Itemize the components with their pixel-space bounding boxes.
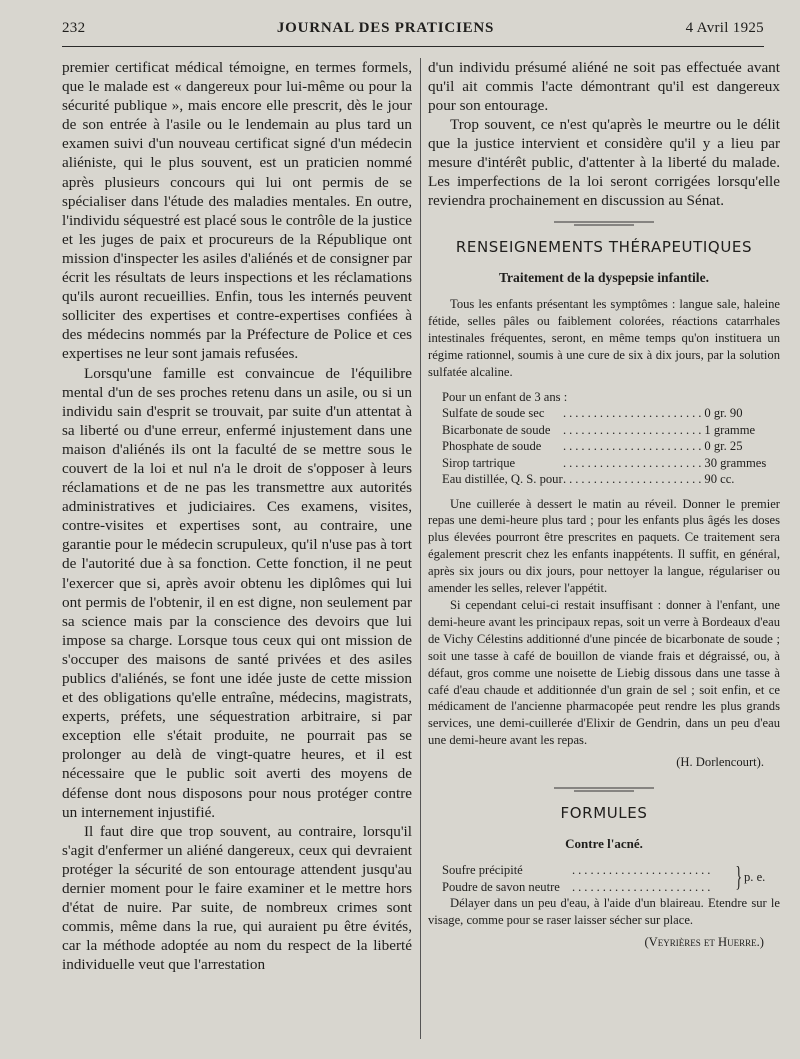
leader-dots: ....................... [562, 455, 705, 470]
continuation-paragraph: d'un individu présumé aliéné ne soit pas effectuée avant qu'il ait commis l'acte démontrant qu'il est dangereux pour son entourage. [428, 59, 780, 114]
formula-signature: (Veyrières et Huerre.) [644, 934, 764, 949]
recipe-line [442, 422, 780, 439]
formula-instructions: Délayer dans un peu d'eau, à l'aide d'un blaireau. Etendre sur le visage, comme pour se raser laisser sécher sur place. [428, 896, 780, 928]
page-header [62, 20, 764, 42]
left-paragraph: premier certificat médical témoigne, en termes formels, que le malade est « dangereux pour lui-même ou pour la sécurité publique », mais encore elle prescrit, dès le jour de son entrée à l'asile ou le lendemain au plus tard un examen suivi d'un nouveau certificat signé d'un médecin aliéniste, qui le plus souvent, est un praticien nommé après plusieurs concours qui lui ont permis de se spécialiser dans l'étude des maladies mentales. En outre, l'individu séquestré est placé sous le contrôle de la justice et les juges de paix et procureurs de la République ont mission d'inspecter les asiles d'aliénés et de consigner par écrit les résultats de leurs inspections et les réclamations qu'ils auront recueillies. Enfin, tous les internés peuvent solliciter des expertises et contre-expertises confiées à des médecins nommés par la Préfecture de Police et ces expertises ne leur sont jamais refusées. [62, 59, 412, 363]
ingredient-qty: 90 cc. [704, 472, 735, 487]
continuation-paragraph: Trop souvent, ce n'est qu'après le meurtre ou le délit que la justice intervient et considère qu'il y a lieu par mesure d'intérêt public, d'attenter à la liberté du malade. Les imperfections de la loi seront corrigées lorsqu'elle reviendra prochainement en discussion au Sénat. [428, 116, 780, 209]
ingredient-qty: 1 gramme [704, 422, 756, 437]
ingredient-name: Phosphate de soude [442, 439, 542, 454]
ingredient-name: Sulfate de soude sec [442, 406, 545, 421]
author-signature: (H. Dorlencourt). [676, 755, 764, 770]
leader-dots: ....................... [562, 472, 705, 487]
formula-block [442, 862, 780, 895]
issue-date: 4 Avril 1925 [685, 20, 764, 36]
ingredient-qty: 0 gr. 25 [704, 439, 743, 454]
ingredient-name: Bicarbonate de soude [442, 422, 551, 437]
dosage-paragraph: Si cependant celui-ci restait insuffisant : donner à l'enfant, une demi-heure avant les principaux repas, soit un verre à Bordeaux d'eau de Vichy Célestins additionné d'une pincée de bicarbonate de soude ; soit une tasse à café de bouillon de viande frais et dégraissé, ou, à défaut, gros comme une noisette de Liebig dissous dans une tasse à café d'eau chaude et additionnée d'un grain de sel ; soit enfin, et ce médicament de l'ancienne pharmacopée peut rendre les plus grands services, une demi-cuillerée d'Elixir de Gendrin, dans un peu d'eau une demi-heure avant les repas. [428, 597, 780, 748]
journal-title: JOURNAL DES PRATICIENS [276, 20, 495, 36]
dosage-paragraph: Une cuillerée à dessert le matin au réveil. Donner le premier repas une demi-heure plus tard ; pour les enfants plus âgés les doses plus élevées pourront être prescrites en paquets. Ce traitement sera également prescrit chez les enfants inappétents. Il suffit, en général, après six jours ou dix jours, pour nettoyer la langue, régulariser ou amender les selles, relever l'appétit. [428, 496, 780, 596]
formula-subtitle: Contre l'acné. [565, 836, 643, 852]
left-paragraph: Lorsqu'une famille est convaincue de l'équilibre mental d'un de ses proches retenu dans un asile, ou si un individu sain d'esprit se trouvait, par suite d'un attentat à sa liberté ou d'une erreur, enfermé injustement dans une maison d'aliénés ils ont la faculté de se mettre sous le couvert de la loi et nul n'a le droit de s'opposer à leurs réclamations et de ne pas les transmettre aux autorités administratives et judiciaires. Ces examens, visites, contre-visites et expertises sont, au contraire, une garantie pour le médecin scrupuleux, qu'il n'use pas à tort de l'autorité due à sa fonction. Cette fonction, il ne peut l'exercer que si, après avoir obtenu les diplômes qui lui ont permis de l'obtenir, il en est digne, non seulement par sa science mais par la conscience des devoirs que lui impose sa charge. Lorsque tous ceux qui ont mission de s'occuper des maisons de santé privées et des asiles publics d'aliénés, se font une idée juste de cette mission et des obligations qu'elle entraîne, médecins, magistrats, experts, préfets, une séquestration arbitraire, si par exception elle s'était produite, ne pourrait pas se prolonger au delà de vingt-quatre heures, et il est nécessaire que le public soit averti des moyens de défense dont nous disposons pour nous protéger contre un internement injustifié. [62, 364, 412, 821]
recipe-block [442, 389, 780, 488]
ingredient-qty: 30 grammes [704, 455, 767, 470]
recipe-line [442, 438, 780, 455]
brace-glyph: } [735, 862, 743, 894]
recipe-line [442, 455, 780, 472]
section-title-formules: FORMULES [560, 804, 648, 823]
formula-line [442, 879, 780, 896]
article-title: Traitement de la dyspepsie infantile. [498, 270, 710, 285]
leader-dots: ....................... [562, 439, 705, 454]
ingredient-name: Sirop tartrique [442, 455, 516, 470]
formula-ingredient: Soufre précipité [442, 863, 523, 878]
formula-ingredient: Poudre de savon neutre [442, 879, 560, 894]
leader-dots: ....................... [562, 422, 705, 437]
left-column [62, 58, 412, 1039]
recipe-heading: Pour un enfant de 3 ans : [442, 389, 568, 404]
section-title-therapeutics: RENSEIGNEMENTS THÉRAPEUTIQUES [455, 238, 753, 256]
leader-dots: ....................... [572, 879, 714, 894]
article-intro: Tous les enfants présentant les symptômes : langue sale, haleine fétide, selles pâles ou faiblement colorées, réactions catarrhales intestinales fréquentes, seront, en même temps qu'on instituera un régime rationnel, soumis à une cure de six à dix jours, par la solution sulfatée alcaline. [428, 297, 780, 379]
formula-quantity: p. e. [744, 870, 766, 885]
ingredient-qty: 0 gr. 90 [704, 406, 743, 421]
ornament-divider [549, 218, 659, 228]
recipe-line [442, 471, 780, 488]
right-column [428, 58, 780, 1039]
recipe-line [442, 405, 780, 422]
page-number: 232 [62, 20, 86, 36]
formula-line [442, 862, 780, 879]
column-divider [420, 58, 421, 1039]
ingredient-name: Eau distillée, Q. S. pour [442, 472, 563, 487]
leader-dots: ....................... [572, 863, 714, 878]
left-paragraph: Il faut dire que trop souvent, au contraire, lorsqu'il s'agit d'enfermer un aliéné dangereux, ceux qui devraient protéger la sécurité de son entourage attendent jusqu'au dernier moment pour le faire examiner et le mettre hors d'état de nuire. Par suite, de nombreux crimes sont commis, même dans la rue, qui auraient pu être évités, car la méthode adoptée au nom du respect de la liberté individuelle veut que l'arrestation [62, 822, 412, 974]
header-rule [62, 46, 764, 47]
leader-dots: ....................... [562, 406, 705, 421]
ornament-divider [549, 784, 659, 794]
